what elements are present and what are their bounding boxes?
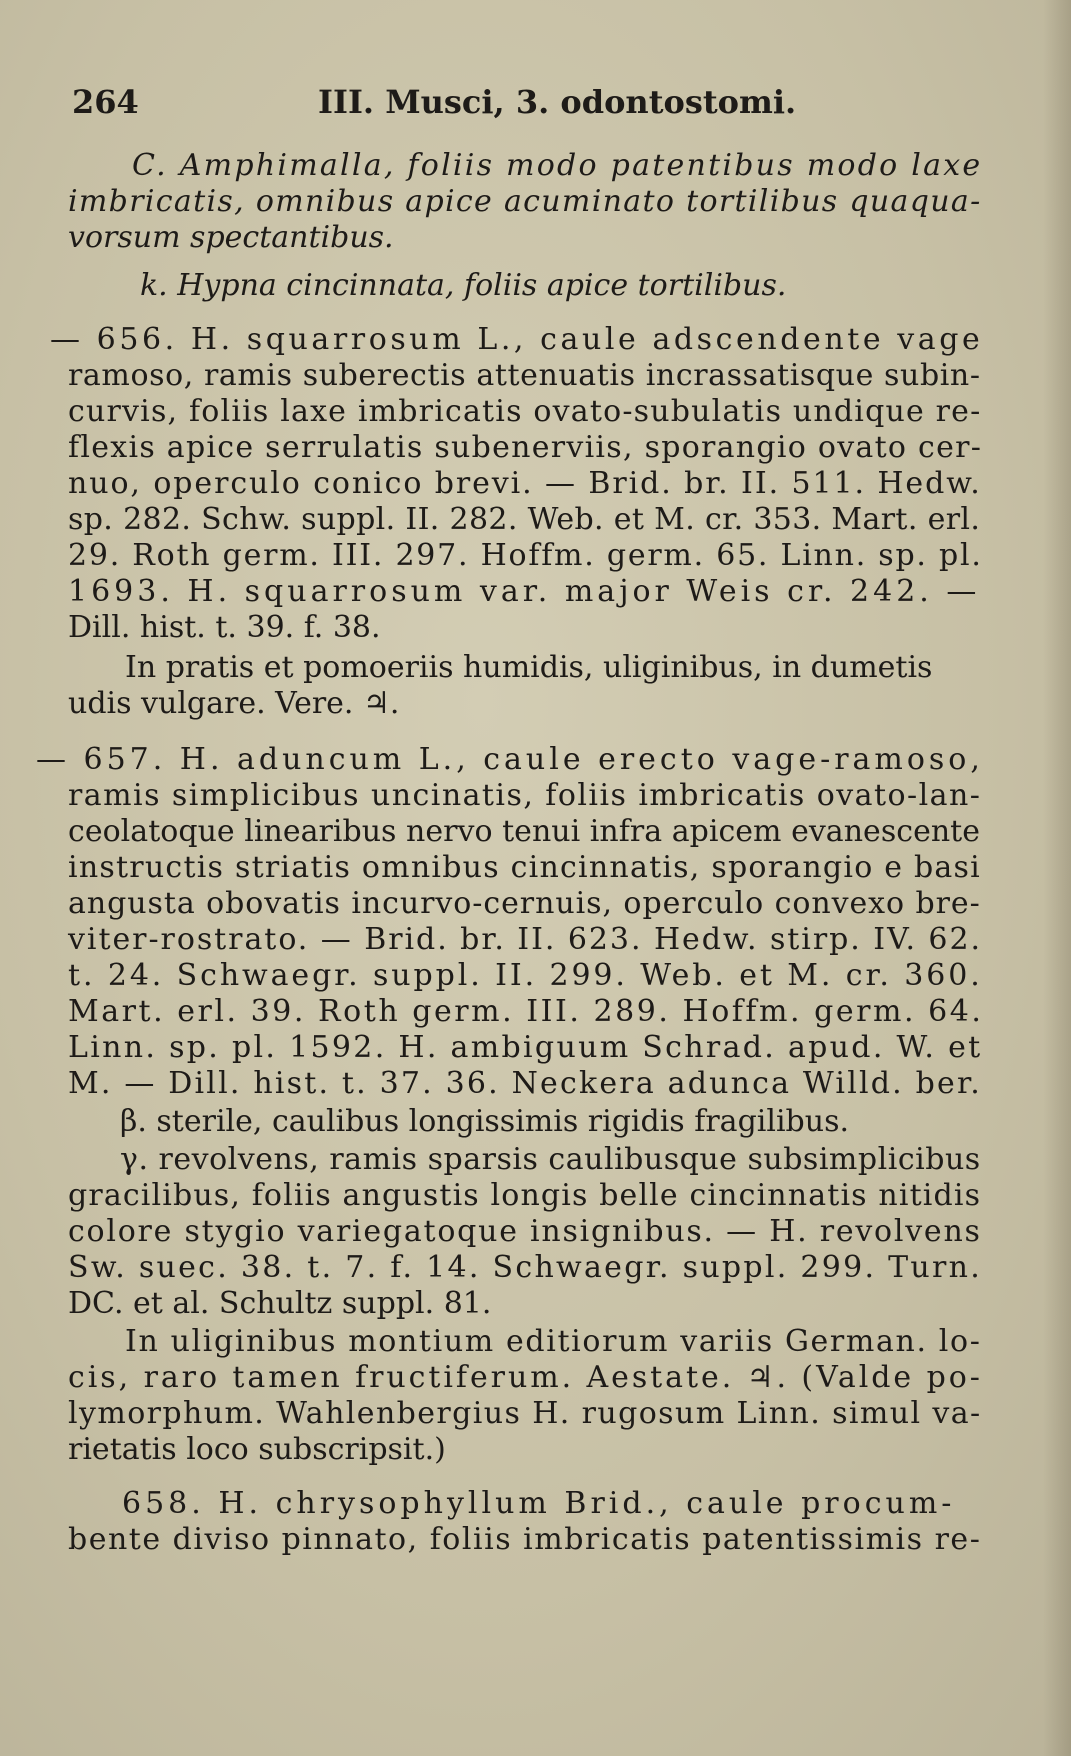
text-line: flexis apice serrulatis subenerviis, sporangio ovato cer- [68,430,983,465]
text-line: — 656. H. squarrosum L., caule adscendente vage [50,322,984,357]
text-line: ceolatoque linearibus nervo tenui infra apicem evanescente [68,814,981,849]
text-line: 658. H. chrysophyllum Brid., caule procum- [122,1486,956,1521]
text-line: γ. revolvens, ramis sparsis caulibusque subsimplicibus [120,1142,981,1177]
text-line: Linn. sp. pl. 1592. H. ambiguum Schrad. apud. W. et [68,1030,983,1065]
text-line: bente diviso pinnato, foliis imbricatis patentissimis re- [68,1522,982,1557]
text-line: M. — Dill. hist. t. 37. 36. Neckera adunca Willd. ber. [68,1066,982,1101]
text-line: colore stygio variegatoque insignibus. — H. revolvens [68,1214,982,1249]
text-line: curvis, foliis laxe imbricatis ovato-subulatis undique re- [68,394,982,429]
text-line: — 657. H. aduncum L., caule erecto vage-ramoso, [36,742,984,777]
text-line: Sw. suec. 38. t. 7. f. 14. Schwaegr. suppl. 299. Turn. [68,1250,983,1285]
page-edge-shadow [1043,0,1071,1756]
text-line: vorsum spectantibus. [68,220,394,255]
page-header [70,82,970,122]
text-line: C. Amphimalla, foliis modo patentibus modo laxe [132,148,983,183]
text-line: Dill. hist. t. 39. f. 38. [68,610,381,645]
text-line: gracilibus, foliis angustis longis belle cincinnatis nitidis [68,1178,982,1213]
text-line: ramis simplicibus uncinatis, foliis imbricatis ovato-lan- [68,778,982,813]
text-line: Mart. erl. 39. Roth germ. III. 289. Hoffm. germ. 64. [68,994,984,1029]
text-line: In uliginibus montium editiorum variis German. lo- [125,1324,982,1359]
page-number: 264 [72,83,139,121]
text-line: DC. et al. Schultz suppl. 81. [68,1286,492,1321]
running-title: III. Musci, 3. odontostomi. [318,83,797,121]
text-line: lymorphum. Wahlenbergius H. rugosum Linn. simul va- [68,1396,982,1431]
text-line: imbricatis, omnibus apice acuminato tortilibus quaqua- [68,184,982,219]
text-line: t. 24. Schwaegr. suppl. II. 299. Web. et M. cr. 360. [68,958,983,993]
text-line: 29. Roth germ. III. 297. Hoffm. germ. 65. Linn. sp. pl. [68,538,983,573]
text-line: udis vulgare. Vere. ♃. [68,686,400,721]
text-line: In pratis et pomoeriis humidis, uliginibus, in dumetis [125,650,933,685]
text-line: cis, raro tamen fructiferum. Aestate. ♃. (Valde po- [68,1360,983,1395]
text-line: viter-rostrato. — Brid. br. II. 623. Hedw. stirp. IV. 62. [68,922,982,957]
text-line: ramoso, ramis suberectis attenuatis incrassatisque subin- [68,358,981,393]
text-line: instructis striatis omnibus cincinnatis, sporangio e basi [68,850,981,885]
text-line: k. Hypna cincinnata, foliis apice tortilibus. [140,268,787,303]
text-line: angusta obovatis incurvo-cernuis, operculo convexo bre- [68,886,981,921]
text-line: β. sterile, caulibus longissimis rigidis fragilibus. [120,1104,850,1139]
text-line: sp. 282. Schw. suppl. II. 282. Web. et M. cr. 353. Mart. erl. [68,502,981,537]
text-line: rietatis loco subscripsit.) [68,1432,446,1467]
text-line: nuo, operculo conico brevi. — Brid. br. II. 511. Hedw. [68,466,982,501]
text-line: 1693. H. squarrosum var. major Weis cr. 242. — [68,574,981,609]
